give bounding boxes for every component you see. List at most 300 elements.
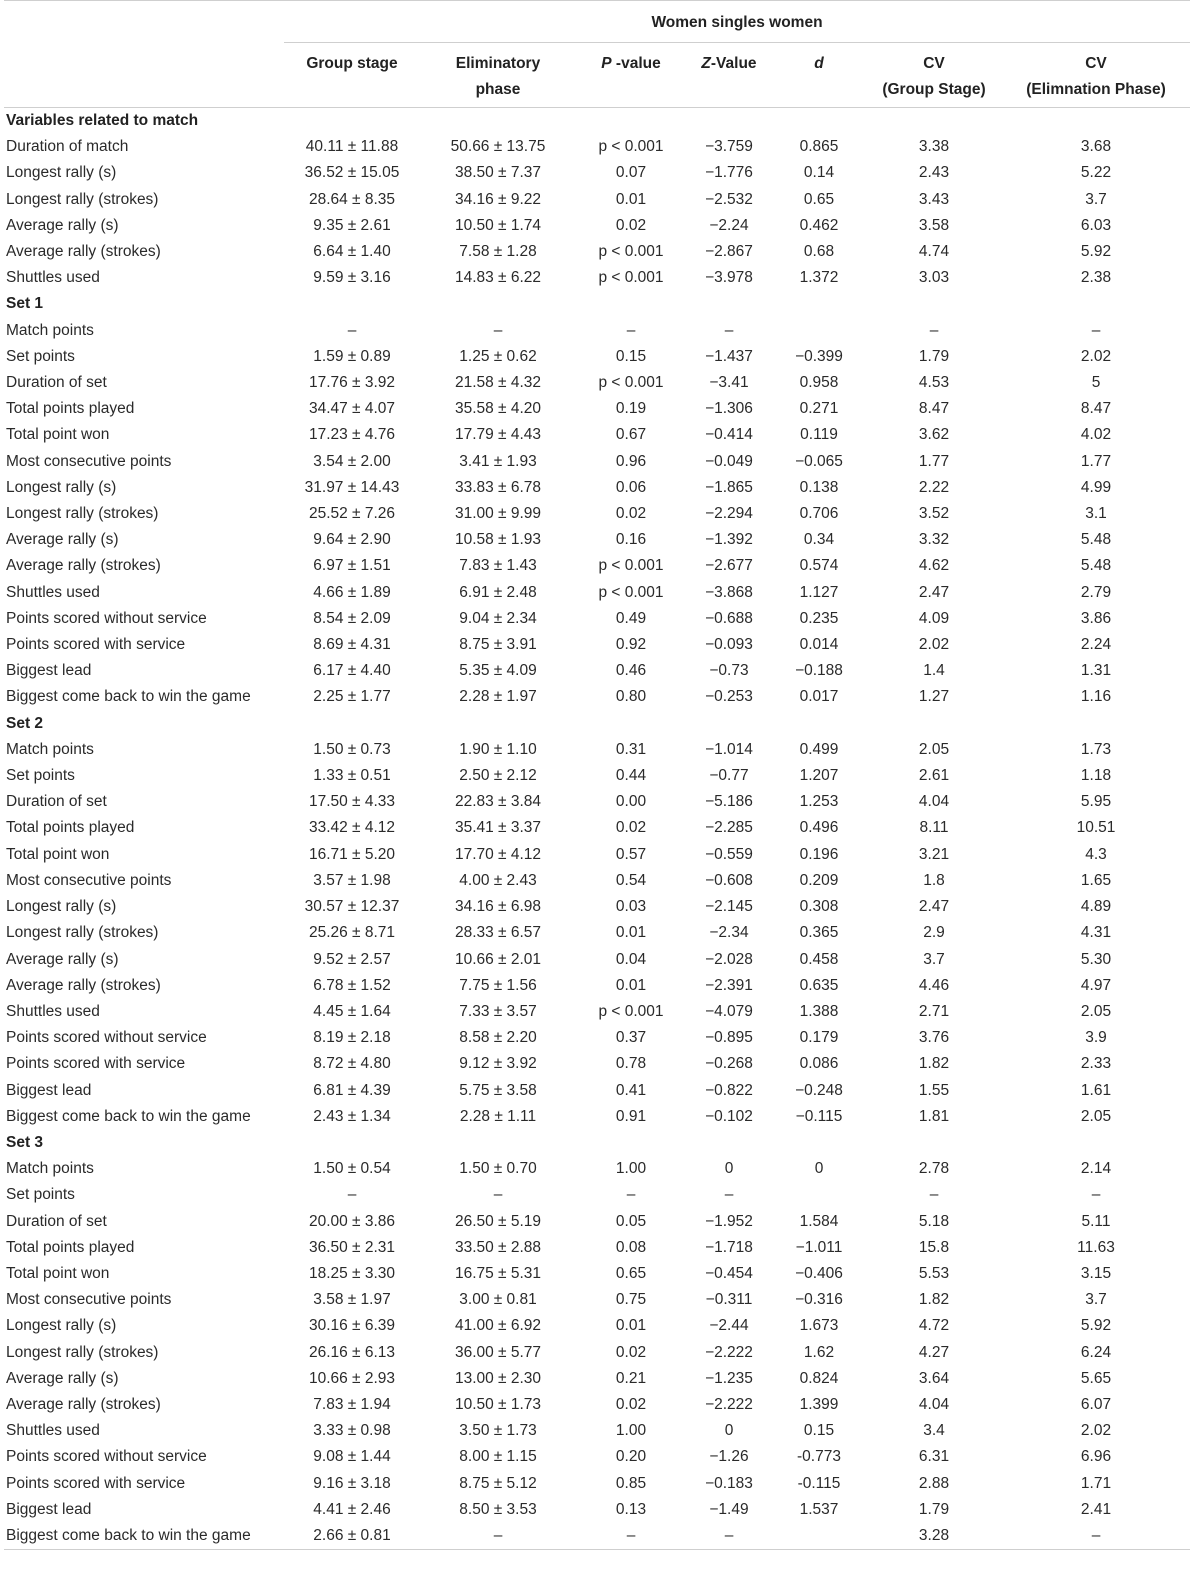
cv-group-value: 1.4 xyxy=(923,662,945,680)
table-row xyxy=(4,527,1190,553)
row-label: Longest rally (strokes) xyxy=(6,505,159,523)
p-value: 0.41 xyxy=(615,1081,647,1099)
d-value: −0.406 xyxy=(795,1264,843,1282)
cv-elim-value: 5 xyxy=(1091,374,1101,392)
eliminatory-value: 3.00 ± 0.81 xyxy=(459,1291,537,1309)
cv-elim-value: 5.22 xyxy=(1080,164,1112,182)
row-label: Total points played xyxy=(6,819,135,837)
cv-elim-value: 6.07 xyxy=(1080,1395,1112,1413)
group-stage-value: 31.97 ± 14.43 xyxy=(304,478,400,496)
row-label: Shuttles used xyxy=(6,1002,100,1020)
p-value: p < 0.001 xyxy=(598,583,664,601)
eliminatory-value: 33.50 ± 2.88 xyxy=(454,1238,542,1256)
section-header xyxy=(4,711,1190,737)
table-row xyxy=(4,1340,1190,1366)
cv-group-value: 2.43 xyxy=(918,164,950,182)
table-row xyxy=(4,1209,1190,1235)
cv-elim-value: 1.31 xyxy=(1080,662,1112,680)
p-value: 0.01 xyxy=(615,924,647,942)
cv-elim-value: 2.14 xyxy=(1080,1160,1112,1178)
row-label: Average rally (s) xyxy=(6,531,119,549)
table-row xyxy=(4,501,1190,527)
cv-group-value: – xyxy=(929,1186,939,1204)
eliminatory-value: 35.58 ± 4.20 xyxy=(454,400,542,418)
group-stage-value: 2.43 ± 1.34 xyxy=(313,1107,391,1125)
group-stage-value: 33.42 ± 4.12 xyxy=(308,819,396,837)
d-value: 1.399 xyxy=(799,1395,839,1413)
table-row xyxy=(4,1287,1190,1313)
cv-elim-value: 3.15 xyxy=(1080,1264,1112,1282)
p-value: 0.54 xyxy=(615,871,647,889)
eliminatory-value: 33.83 ± 6.78 xyxy=(454,478,542,496)
eliminatory-value: 4.00 ± 2.43 xyxy=(459,871,537,889)
group-stage-value: 9.35 ± 2.61 xyxy=(313,216,391,234)
d-value: 0.086 xyxy=(799,1055,839,1073)
table-row xyxy=(4,1104,1190,1130)
d-value: −0.065 xyxy=(795,452,843,470)
z-value: −1.437 xyxy=(705,347,753,365)
row-label: Most consecutive points xyxy=(6,1291,172,1309)
d-value: 0.235 xyxy=(799,609,839,627)
d-value: 0.196 xyxy=(799,845,839,863)
cv-group-value: 3.62 xyxy=(918,426,950,444)
group-stage-value: 1.59 ± 0.89 xyxy=(313,347,391,365)
eliminatory-value: 38.50 ± 7.37 xyxy=(454,164,542,182)
cv-elim-value: 2.05 xyxy=(1080,1107,1112,1125)
eliminatory-value: 5.35 ± 4.09 xyxy=(459,662,537,680)
cv-elim-value: 6.96 xyxy=(1080,1448,1112,1466)
group-stage-value: 6.17 ± 4.40 xyxy=(313,662,391,680)
group-stage-value: 17.50 ± 4.33 xyxy=(308,793,396,811)
row-label: Biggest come back to win the game xyxy=(6,1107,251,1125)
z-value: −2.222 xyxy=(705,1343,753,1361)
p-value: 0.00 xyxy=(615,793,647,811)
cv-elim-value: 6.24 xyxy=(1080,1343,1112,1361)
row-label: Longest rally (strokes) xyxy=(6,190,159,208)
row-label: Longest rally (strokes) xyxy=(6,924,159,942)
cv-group-value: 3.52 xyxy=(918,505,950,523)
group-stage-value: 17.23 ± 4.76 xyxy=(308,426,396,444)
cv-group-value: 2.61 xyxy=(918,767,950,785)
cv-group-value: 2.05 xyxy=(918,740,950,758)
group-stage-value: 2.25 ± 1.77 xyxy=(313,688,391,706)
cv-group-value: 2.88 xyxy=(918,1474,950,1492)
eliminatory-value: 8.58 ± 2.20 xyxy=(459,1029,537,1047)
d-value: 0.68 xyxy=(803,243,835,261)
table-row xyxy=(4,160,1190,186)
eliminatory-value: 34.16 ± 9.22 xyxy=(454,190,542,208)
d-value: 0.958 xyxy=(799,374,839,392)
table-body xyxy=(4,108,1190,1550)
table-row xyxy=(4,213,1190,239)
table-row xyxy=(4,999,1190,1025)
d-value: 1.537 xyxy=(799,1500,839,1518)
p-value: 0.80 xyxy=(615,688,647,706)
row-label: Longest rally (s) xyxy=(6,1317,117,1335)
row-label: Most consecutive points xyxy=(6,452,172,470)
cv-group-value: 2.47 xyxy=(918,583,950,601)
z-value: – xyxy=(724,321,734,339)
cv-elim-value: – xyxy=(1091,1526,1101,1544)
group-stage-value: 4.41 ± 2.46 xyxy=(313,1500,391,1518)
eliminatory-value: 2.28 ± 1.11 xyxy=(459,1107,537,1125)
table-row xyxy=(4,344,1190,370)
cv-group-value: 2.47 xyxy=(918,898,950,916)
eliminatory-value: 35.41 ± 3.37 xyxy=(454,819,542,837)
z-value: −0.102 xyxy=(705,1107,753,1125)
cv-group-value: 3.76 xyxy=(918,1029,950,1047)
results-table xyxy=(4,0,1190,1550)
eliminatory-value: 1.90 ± 1.10 xyxy=(459,740,537,758)
group-stage-value: – xyxy=(347,321,357,339)
cv-elim-value: 8.47 xyxy=(1080,400,1112,418)
cv-elim-value: 4.89 xyxy=(1080,898,1112,916)
eliminatory-value: – xyxy=(493,321,503,339)
section-header xyxy=(4,1130,1190,1156)
p-value: 0.96 xyxy=(615,452,647,470)
row-label: Biggest come back to win the game xyxy=(6,1526,251,1544)
cv-elim-value: 3.1 xyxy=(1085,505,1107,523)
row-label: Duration of match xyxy=(6,138,129,156)
d-value: 0.014 xyxy=(799,636,839,654)
group-stage-value: 8.54 ± 2.09 xyxy=(313,609,391,627)
row-label: Total point won xyxy=(6,426,110,444)
p-value: 0.65 xyxy=(615,1264,647,1282)
p-value: 0.03 xyxy=(615,898,647,916)
row-label: Total points played xyxy=(6,1238,135,1256)
eliminatory-value: 16.75 ± 5.31 xyxy=(454,1264,542,1282)
z-value: −0.253 xyxy=(705,688,753,706)
row-label: Average rally (strokes) xyxy=(6,1395,161,1413)
col-group-stage: Group stage xyxy=(306,55,398,72)
group-stage-value: 40.11 ± 11.88 xyxy=(305,138,399,156)
eliminatory-value: 28.33 ± 6.57 xyxy=(454,924,542,942)
row-label: Average rally (strokes) xyxy=(6,243,161,261)
p-value: 0.05 xyxy=(615,1212,647,1230)
cv-group-value: 1.81 xyxy=(918,1107,950,1125)
row-label: Set points xyxy=(6,1186,75,1204)
eliminatory-value: 5.75 ± 3.58 xyxy=(459,1081,537,1099)
z-value: 0 xyxy=(724,1422,734,1440)
d-value: 1.372 xyxy=(799,269,839,287)
table-row xyxy=(4,1392,1190,1418)
table-row xyxy=(4,1078,1190,1104)
d-value: 0.65 xyxy=(803,190,835,208)
d-value: 0.15 xyxy=(803,1422,835,1440)
table-row xyxy=(4,1366,1190,1392)
eliminatory-value: 7.33 ± 3.57 xyxy=(459,1002,537,1020)
group-stage-value: 9.08 ± 1.44 xyxy=(313,1448,391,1466)
d-value xyxy=(772,1523,866,1550)
p-value: 1.00 xyxy=(615,1422,647,1440)
p-value: 0.37 xyxy=(615,1029,647,1047)
z-value: −2.24 xyxy=(709,216,749,234)
z-value: 0 xyxy=(724,1160,734,1178)
cv-group-value: 2.22 xyxy=(918,478,950,496)
cv-group-value: 8.11 xyxy=(919,819,949,837)
d-value: 0.017 xyxy=(799,688,839,706)
row-label: Duration of set xyxy=(6,1212,107,1230)
z-value: −0.093 xyxy=(705,636,753,654)
row-label: Points scored without service xyxy=(6,1448,207,1466)
p-value: 0.46 xyxy=(615,662,647,680)
cv-elim-value: – xyxy=(1091,321,1101,339)
p-value: 0.85 xyxy=(615,1474,647,1492)
p-value: 0.02 xyxy=(615,1395,647,1413)
table-row xyxy=(4,239,1190,265)
eliminatory-value: 36.00 ± 5.77 xyxy=(454,1343,542,1361)
section-title: Set 2 xyxy=(6,714,44,732)
p-value: p < 0.001 xyxy=(598,243,664,261)
group-stage-value: 1.33 ± 0.51 xyxy=(313,767,391,785)
row-label: Total point won xyxy=(6,1264,110,1282)
row-label: Longest rally (s) xyxy=(6,164,117,182)
group-stage-value: 20.00 ± 3.86 xyxy=(308,1212,396,1230)
table-row xyxy=(4,1418,1190,1444)
z-value: – xyxy=(724,1186,734,1204)
z-value: −2.285 xyxy=(705,819,753,837)
cv-elim-value: 1.61 xyxy=(1080,1081,1112,1099)
table-row xyxy=(4,973,1190,999)
row-label: Longest rally (strokes) xyxy=(6,1343,159,1361)
d-value: 1.62 xyxy=(803,1343,835,1361)
section-header xyxy=(4,108,1190,134)
z-value: −2.028 xyxy=(705,950,753,968)
cv-group-value: 3.38 xyxy=(918,138,950,156)
cv-group-value: 6.31 xyxy=(918,1448,950,1466)
d-value: −0.399 xyxy=(795,347,843,365)
d-value: 0.179 xyxy=(799,1029,839,1047)
eliminatory-value: 9.12 ± 3.92 xyxy=(459,1055,537,1073)
cv-group-value: 3.7 xyxy=(923,950,945,968)
p-value: 1.00 xyxy=(615,1160,647,1178)
table-row xyxy=(4,580,1190,606)
z-value: −0.454 xyxy=(705,1264,753,1282)
z-value: −0.183 xyxy=(705,1474,753,1492)
cv-elim-value: – xyxy=(1091,1186,1101,1204)
table-row xyxy=(4,894,1190,920)
group-stage-value: 4.66 ± 1.89 xyxy=(313,583,391,601)
p-value: 0.06 xyxy=(615,478,647,496)
group-stage-value: 8.72 ± 4.80 xyxy=(313,1055,391,1073)
cv-group-value: 1.27 xyxy=(918,688,950,706)
group-stage-value: 1.50 ± 0.73 xyxy=(313,740,391,758)
cv-group-value: – xyxy=(929,321,939,339)
z-value: −2.391 xyxy=(705,976,753,994)
eliminatory-value: 26.50 ± 5.19 xyxy=(454,1212,542,1230)
z-value: −0.895 xyxy=(705,1029,753,1047)
table-row xyxy=(4,1523,1190,1550)
eliminatory-value: 8.75 ± 3.91 xyxy=(459,636,537,654)
group-stage-value: 3.57 ± 1.98 xyxy=(313,871,391,889)
table-row xyxy=(4,1471,1190,1497)
row-label: Biggest lead xyxy=(6,1081,92,1099)
d-value: 1.207 xyxy=(799,767,839,785)
eliminatory-value: 8.50 ± 3.53 xyxy=(459,1500,537,1518)
table-row xyxy=(4,684,1190,710)
eliminatory-value: 7.58 ± 1.28 xyxy=(459,243,537,261)
eliminatory-value: 1.50 ± 0.70 xyxy=(459,1160,537,1178)
eliminatory-value: 34.16 ± 6.98 xyxy=(454,898,542,916)
cv-group-value: 3.03 xyxy=(918,269,950,287)
row-label: Longest rally (s) xyxy=(6,478,117,496)
cv-group-value: 2.9 xyxy=(923,924,945,942)
group-stage-value: 6.81 ± 4.39 xyxy=(313,1081,391,1099)
row-label: Longest rally (s) xyxy=(6,898,117,916)
group-stage-value: 2.66 ± 0.81 xyxy=(313,1526,391,1544)
eliminatory-value: 7.83 ± 1.43 xyxy=(459,557,537,575)
table-row xyxy=(4,422,1190,448)
d-value xyxy=(772,1182,866,1208)
z-value: −0.822 xyxy=(705,1081,753,1099)
cv-elim-value: 3.68 xyxy=(1080,138,1112,156)
group-stage-value: 26.16 ± 6.13 xyxy=(308,1343,396,1361)
column-header-row xyxy=(4,43,1190,108)
p-value: 0.57 xyxy=(615,845,647,863)
cv-elim-value: 2.41 xyxy=(1080,1500,1112,1518)
cv-group-value: 1.79 xyxy=(918,1500,950,1518)
d-value: −0.316 xyxy=(795,1291,843,1309)
eliminatory-value: 17.79 ± 4.43 xyxy=(454,426,542,444)
d-value: 0.458 xyxy=(799,950,839,968)
cv-group-value: 4.62 xyxy=(918,557,950,575)
cv-group-value: 4.09 xyxy=(918,609,950,627)
z-value: −1.865 xyxy=(705,478,753,496)
cv-group-value: 4.04 xyxy=(918,793,950,811)
cv-elim-value: 2.24 xyxy=(1080,636,1112,654)
row-label: Shuttles used xyxy=(6,583,100,601)
cv-elim-value: 2.02 xyxy=(1080,1422,1112,1440)
d-value: 1.584 xyxy=(799,1212,839,1230)
row-label: Match points xyxy=(6,740,94,758)
cv-group-value: 3.21 xyxy=(918,845,950,863)
row-label: Average rally (strokes) xyxy=(6,976,161,994)
z-value: −1.306 xyxy=(705,400,753,418)
group-stage-value: 10.66 ± 2.93 xyxy=(308,1369,396,1387)
section-title: Set 1 xyxy=(6,295,44,313)
cv-elim-value: 4.31 xyxy=(1080,924,1112,942)
row-label: Points scored with service xyxy=(6,1055,186,1073)
cv-elim-value: 4.02 xyxy=(1080,426,1112,444)
eliminatory-value: 6.91 ± 2.48 xyxy=(459,583,537,601)
p-value: – xyxy=(626,321,636,339)
col-p-value: P -value xyxy=(601,55,661,72)
d-value: 1.253 xyxy=(799,793,839,811)
z-value: −3.868 xyxy=(705,583,753,601)
group-stage-value: 1.50 ± 0.54 xyxy=(313,1160,391,1178)
z-value: −0.268 xyxy=(705,1055,753,1073)
p-value: p < 0.001 xyxy=(598,138,664,156)
z-value: −1.392 xyxy=(705,531,753,549)
cv-group-value: 1.82 xyxy=(918,1291,950,1309)
row-label: Shuttles used xyxy=(6,269,100,287)
cv-elim-value: 5.48 xyxy=(1080,557,1112,575)
d-value: 1.127 xyxy=(799,583,839,601)
cv-group-value: 4.53 xyxy=(918,374,950,392)
cv-group-value: 4.04 xyxy=(918,1395,950,1413)
z-value: −1.718 xyxy=(705,1238,753,1256)
row-label: Average rally (s) xyxy=(6,216,119,234)
super-header-row xyxy=(4,1,1190,43)
z-value: −2.34 xyxy=(709,924,749,942)
table-row xyxy=(4,1182,1190,1208)
cv-elim-value: 11.63 xyxy=(1077,1238,1115,1256)
cv-elim-value: 1.16 xyxy=(1080,688,1112,706)
col-eliminatory-phase: Eliminatory phase xyxy=(455,55,541,98)
cv-group-value: 3.43 xyxy=(918,190,950,208)
p-value: 0.16 xyxy=(615,531,647,549)
table-row xyxy=(4,187,1190,213)
group-stage-value: 9.64 ± 2.90 xyxy=(313,531,391,549)
eliminatory-value: 1.25 ± 0.62 xyxy=(459,347,537,365)
table-row xyxy=(4,1444,1190,1470)
cv-elim-value: 5.92 xyxy=(1080,243,1112,261)
d-value: 0.209 xyxy=(799,871,839,889)
col-cv-group: CV (Group Stage) xyxy=(882,55,986,98)
d-value: −1.011 xyxy=(795,1238,843,1256)
row-label: Total point won xyxy=(6,845,110,863)
z-value: −0.73 xyxy=(709,662,749,680)
row-label: Most consecutive points xyxy=(6,871,172,889)
eliminatory-value: 3.50 ± 1.73 xyxy=(459,1422,537,1440)
d-value: 0.138 xyxy=(799,478,839,496)
d-value: 0.574 xyxy=(799,557,839,575)
cv-elim-value: 2.38 xyxy=(1080,269,1112,287)
cv-elim-value: 1.18 xyxy=(1080,767,1112,785)
p-value: 0.02 xyxy=(615,505,647,523)
z-value: −3.759 xyxy=(705,138,753,156)
p-value: 0.92 xyxy=(615,636,647,654)
row-label: Points scored with service xyxy=(6,636,186,654)
p-value: 0.67 xyxy=(615,426,647,444)
table-row xyxy=(4,370,1190,396)
eliminatory-value: 10.50 ± 1.73 xyxy=(454,1395,542,1413)
d-value xyxy=(772,318,866,344)
p-value: 0.01 xyxy=(615,1317,647,1335)
eliminatory-value: 8.00 ± 1.15 xyxy=(459,1448,537,1466)
z-value: −1.235 xyxy=(705,1369,753,1387)
eliminatory-value: 10.66 ± 2.01 xyxy=(454,950,542,968)
z-value: −0.608 xyxy=(705,871,753,889)
cv-elim-value: 4.3 xyxy=(1085,845,1107,863)
group-stage-value: 9.59 ± 3.16 xyxy=(313,269,391,287)
cv-elim-value: 2.33 xyxy=(1080,1055,1112,1073)
d-value: 0.824 xyxy=(799,1369,839,1387)
group-stage-value: 8.19 ± 2.18 xyxy=(313,1029,391,1047)
d-value: 0.865 xyxy=(799,138,839,156)
group-stage-value: 6.64 ± 1.40 xyxy=(313,243,391,261)
row-label: Biggest lead xyxy=(6,662,92,680)
cv-group-value: 1.79 xyxy=(918,347,950,365)
cv-elim-value: 3.86 xyxy=(1080,609,1112,627)
eliminatory-value: 41.00 ± 6.92 xyxy=(454,1317,542,1335)
cv-elim-value: 5.11 xyxy=(1081,1212,1111,1230)
p-value: 0.07 xyxy=(615,164,647,182)
eliminatory-value: 21.58 ± 4.32 xyxy=(454,374,542,392)
cv-group-value: 3.58 xyxy=(918,216,950,234)
row-label: Biggest come back to win the game xyxy=(6,688,251,706)
d-value: -0.773 xyxy=(797,1448,841,1466)
p-value: p < 0.001 xyxy=(598,1002,664,1020)
cv-elim-value: 5.95 xyxy=(1080,793,1112,811)
z-value: −2.532 xyxy=(705,190,753,208)
z-value: −0.688 xyxy=(705,609,753,627)
row-label: Points scored without service xyxy=(6,1029,207,1047)
cv-group-value: 1.77 xyxy=(918,452,950,470)
group-stage-value: 34.47 ± 4.07 xyxy=(308,400,396,418)
cv-elim-value: 4.99 xyxy=(1080,478,1112,496)
table-row xyxy=(4,606,1190,632)
